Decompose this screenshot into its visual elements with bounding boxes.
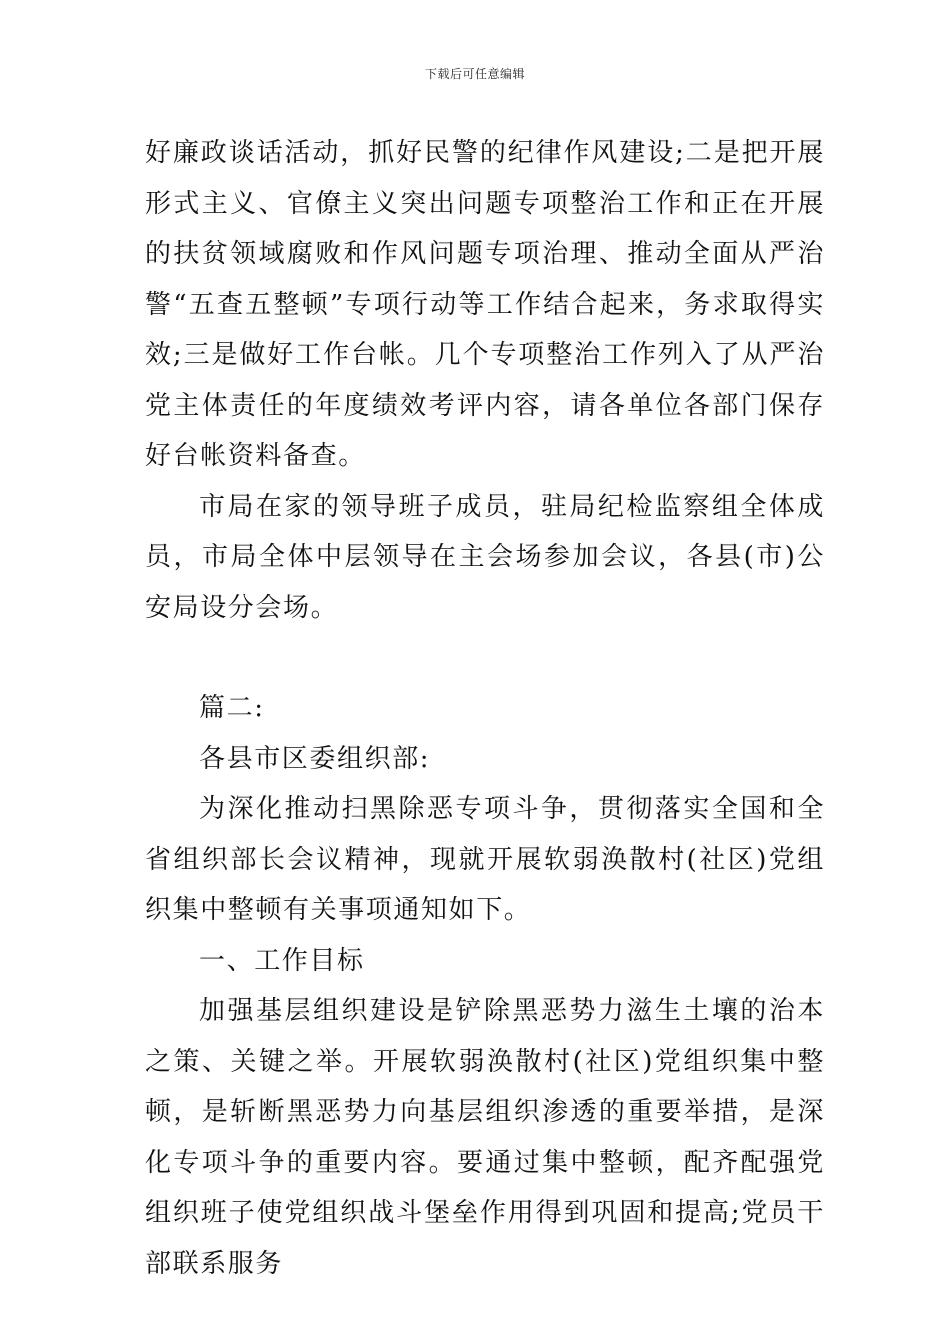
salutation: 各县市区委组织部:	[199, 743, 431, 774]
page-header: 下载后可任意编辑	[424, 67, 525, 81]
document-body	[145, 128, 825, 1289]
paragraph-goals-body: 加强基层组织建设是铲除黑恶势力滋生土壤的治本之策、关键之举。开展软弱涣散村(社区)党组织集中整顿，是斩断黑恶势力向基层组织渗透的重要举措，是深化专项斗争的重要内容。要通过集中整顿，配齐配强党组织班子使党组织战斗堡垒作用得到巩固和提高;党员干部联系服务	[145, 996, 825, 1279]
paragraph-meeting-attendees: 市局在家的领导班子成员，驻局纪检监察组全体成员，市局全体中层领导在主会场参加会议，各县(市)公安局设分会场。	[145, 491, 825, 623]
section-heading-part-two: 篇二:	[199, 693, 265, 723]
paragraph-continuation: 好廉政谈话活动，抓好民警的纪律作风建设;二是把开展形式主义、官僚主义突出问题专项整治工作和正在开展的扶贫领域腐败和作风问题专项治理、推动全面从严治警“五查五整顿”专项行动等工作结合起来，务求取得实效;三是做好工作台帐。几个专项整治工作列入了从严治党主体责任的年度绩效考评内容，请各单位各部门保存好台帐资料备查。	[145, 138, 825, 471]
subheading-work-goals: 一、工作目标	[199, 945, 365, 976]
paragraph-intro: 为深化推动扫黑除恶专项斗争，贯彻落实全国和全省组织部长会议精神，现就开展软弱涣散村(社区)党组织集中整顿有关事项通知如下。	[145, 794, 825, 925]
